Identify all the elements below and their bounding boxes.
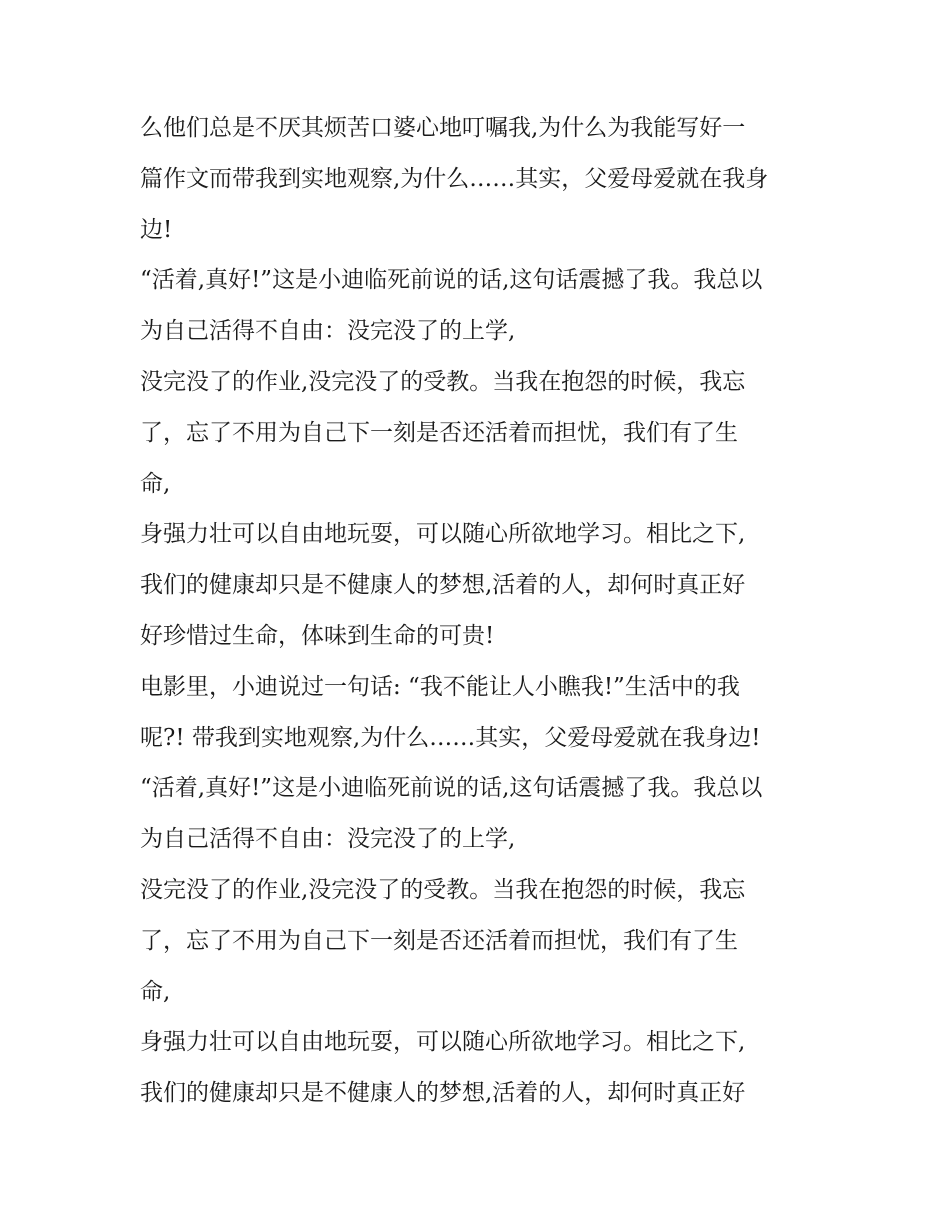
text-line: 没完没了的作业,没完没了的受教。当我在抱怨的时候，我忘 bbox=[140, 368, 746, 395]
text-line: 命, bbox=[140, 978, 171, 1005]
text-line: 么他们总是不厌其烦苦口婆心地叮嘱我,为什么为我能写好一 bbox=[140, 115, 746, 141]
text-line: 好珍惜过生命，体味到生命的可贵! bbox=[140, 622, 495, 649]
text-line: “活着,真好!”这是小迪临死前说的话,这句话震撼了我。我总以 bbox=[140, 775, 763, 802]
text-line: 没完没了的作业,没完没了的受教。当我在抱怨的时候，我忘 bbox=[140, 876, 746, 903]
text-line: 篇作文而带我到实地观察,为什么……其实，父爱母爱就在我身 bbox=[140, 165, 769, 192]
text-line: 身强力壮可以自由地玩耍，可以随心所欲地学习。相比之下, bbox=[140, 521, 746, 548]
document-body bbox=[140, 103, 820, 1119]
text-line: 了，忘了不用为自己下一刻是否还活着而担忧，我们有了生 bbox=[140, 419, 738, 446]
text-line: 边! bbox=[140, 216, 173, 243]
text-line: 我们的健康却只是不健康人的梦想,活着的人，却何时真正好 bbox=[140, 572, 746, 599]
text-line: 我们的健康却只是不健康人的梦想,活着的人，却何时真正好 bbox=[140, 1080, 746, 1107]
text-line: 命, bbox=[140, 470, 171, 497]
text-line: 身强力壮可以自由地玩耍，可以随心所欲地学习。相比之下, bbox=[140, 1029, 746, 1056]
text-line: 为自己活得不自由：没完没了的上学, bbox=[140, 826, 516, 853]
text-line: 电影里，小迪说过一句话: “我不能让人小瞧我!”生活中的我 bbox=[140, 673, 740, 700]
text-line: 了，忘了不用为自己下一刻是否还活着而担忧，我们有了生 bbox=[140, 927, 738, 954]
text-line: 为自己活得不自由：没完没了的上学, bbox=[140, 318, 516, 345]
text-line: 呢?! 带我到实地观察,为什么……其实，父爱母爱就在我身边! bbox=[140, 724, 761, 751]
text-line: “活着,真好!”这是小迪临死前说的话,这句话震撼了我。我总以 bbox=[140, 267, 763, 294]
